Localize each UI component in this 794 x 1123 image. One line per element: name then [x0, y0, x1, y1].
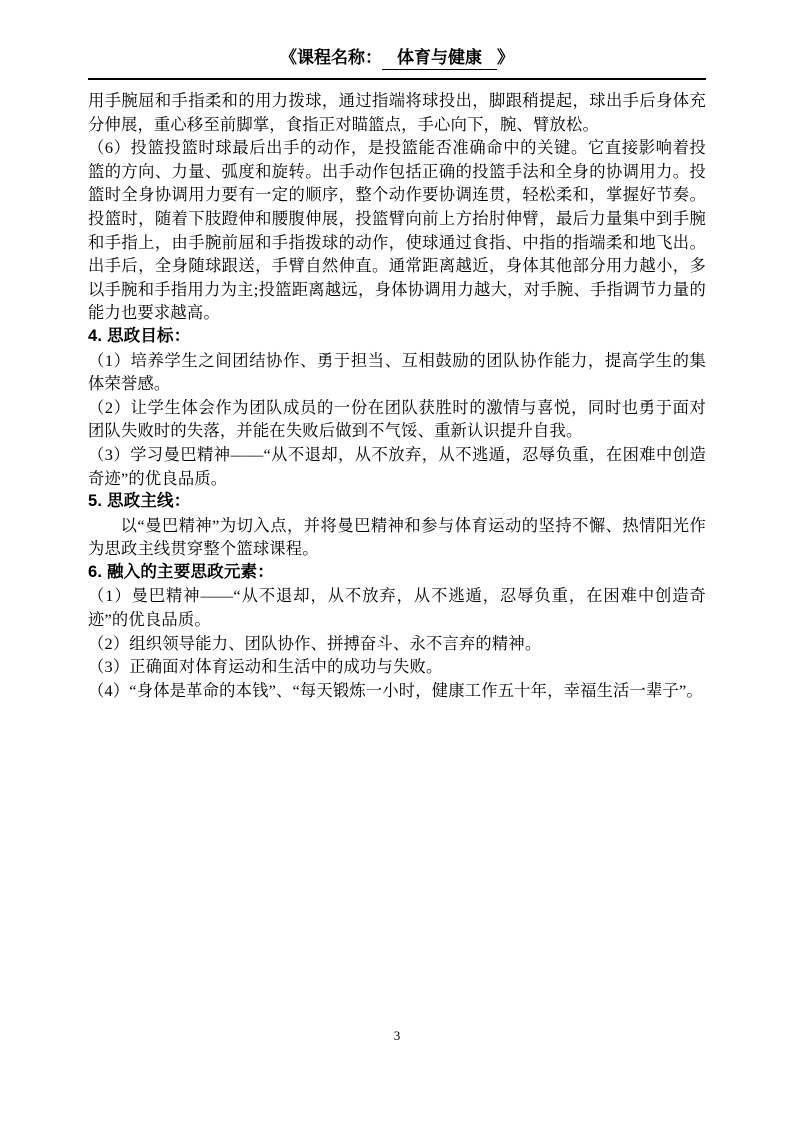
- paragraph: （1）培养学生之间团结协作、勇于担当、互相鼓励的团队协作能力，提高学生的集体荣誉感。: [88, 350, 706, 394]
- course-name: 体育与健康: [382, 48, 497, 70]
- section-heading: 5. 思政主线：: [88, 492, 191, 511]
- paragraph: （3）学习曼巴精神——“从不退却，从不放弃，从不逃遁，忍辱负重，在困难中创造奇迹”的优良品质。: [88, 444, 706, 488]
- paragraph: （3）正确面对体育运动和生活中的成功与失败。: [88, 657, 443, 677]
- page-number: 3: [393, 1028, 401, 1043]
- paragraph: （4）“身体是革命的本钱”、“每天锻炼一小时，健康工作五十年，幸福生活一辈子”。: [88, 680, 703, 700]
- paragraph: （2）让学生体会作为团队成员的一份在团队获胜时的激情与喜悦，同时也勇于面对团队失败时的失落，并能在失败后做到不气馁、重新认识提升自我。: [88, 397, 706, 441]
- page-footer: [0, 1028, 794, 1044]
- paragraph: 以“曼巴精神”为切入点，并将曼巴精神和参与体育运动的坚持不懈、热情阳光作为思政主线贯穿整个篮球课程。: [88, 515, 706, 559]
- paragraph: （2）组织领导能力、团队协作、拼搏奋斗、永不言弃的精神。: [88, 633, 542, 653]
- document-body: [88, 89, 706, 702]
- paragraph: （6）投篮投篮时球最后出手的动作，是投篮能否准确命中的关键。它直接影响着投篮的方向、力量、弧度和旋转。出手动作包括正确的投篮手法和全身的协调用力。投篮时全身协调用力要有一定的顺序，整个动作要协调连贯，轻松柔和，掌握好节奏。投篮时，随着下肢蹬伸和腰腹伸展，投篮臂向前上方抬肘伸臂，最后力量集中到手腕和手指上，由手腕前屈和手指拨球的动作，使球通过食指、中指的指端柔和地飞出。出手后，全身随球跟送，手臂自然伸直。通常距离越近，身体其他部分用力越小，多以手腕和手指用力为主;投篮距离越远，身体协调用力越大，对手腕、手指调节力量的能力也要求越高。: [88, 138, 706, 323]
- paragraph: 用手腕屈和手指柔和的用力拨球，通过指端将球投出，脚跟稍提起，球出手后身体充分伸展，重心移至前脚掌，食指正对瞄篮点，手心向下，腕、臂放松。: [88, 91, 706, 134]
- page-content: [88, 48, 706, 702]
- document-header: [88, 48, 706, 80]
- header-title-suffix: 》: [497, 48, 514, 67]
- section-heading: 4. 思政目标：: [88, 326, 191, 345]
- section-heading: 6. 融入的主要思政元素：: [88, 562, 274, 581]
- header-title-prefix: 《课程名称：: [280, 48, 382, 67]
- paragraph: （1）曼巴精神——“从不退却，从不放弃，从不逃遁，忍辱负重，在困难中创造奇迹”的优良品质。: [88, 586, 706, 630]
